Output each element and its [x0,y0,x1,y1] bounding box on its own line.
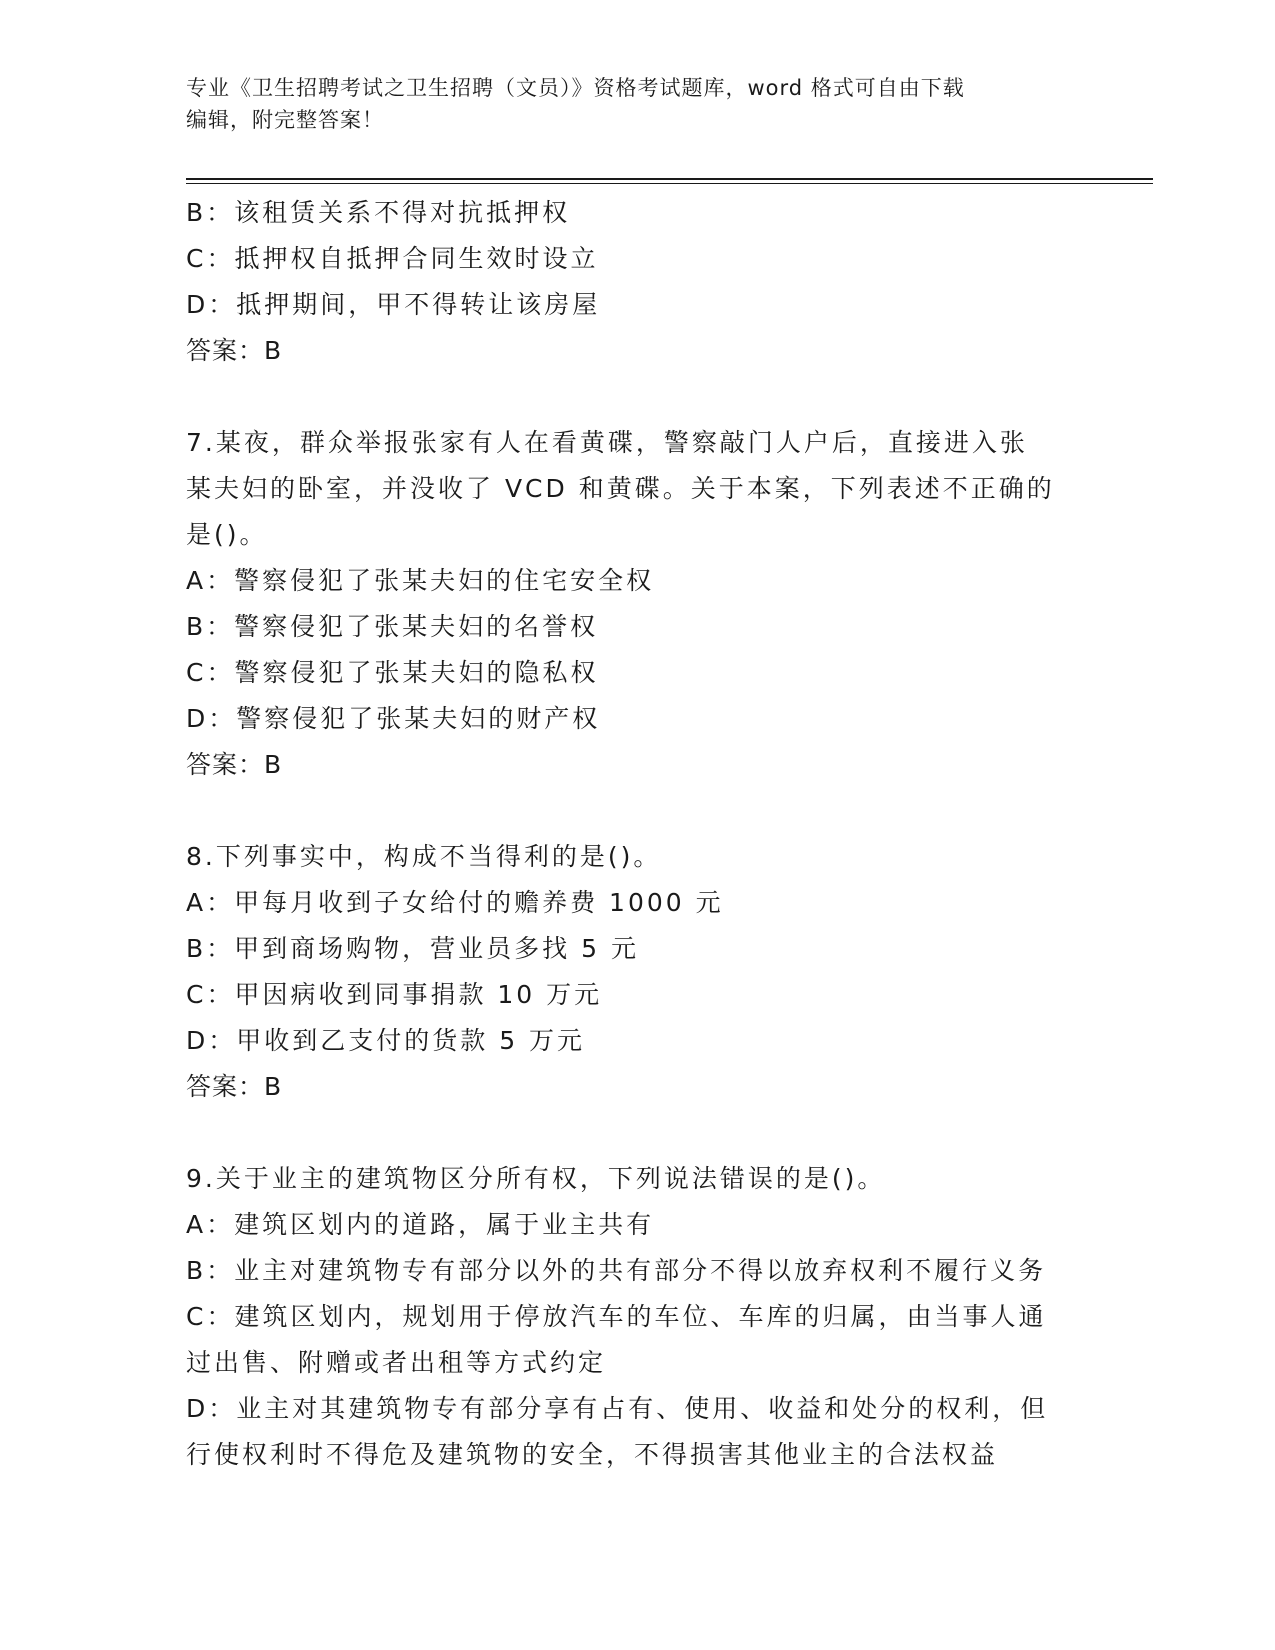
q7-option-a: A：警察侵犯了张某夫妇的住宅安全权 [186,566,655,595]
header-line-1: 专业《卫生招聘考试之卫生招聘（文员）》资格考试题库，word 格式可自由下载 [186,76,965,100]
q9-stem-line-1: 9.关于业主的建筑物区分所有权，下列说法错误的是()。 [186,1164,886,1193]
header-line-2: 编辑，附完整答案！ [186,108,384,132]
q8-option-d: D：甲收到乙支付的货款 5 万元 [186,1026,586,1055]
q7-option-d: D：警察侵犯了张某夫妇的财产权 [186,704,601,733]
q9-option-d-line-2: 行使权利时不得危及建筑物的安全，不得损害其他业主的合法权益 [186,1440,999,1469]
q8-option-a: A：甲每月收到子女给付的赡养费 1000 元 [186,888,724,917]
q7-stem-line-2: 某夫妇的卧室，并没收了 VCD 和黄碟。关于本案，下列表述不正确的 [186,474,1055,503]
q9-option-a: A：建筑区划内的道路，属于业主共有 [186,1210,655,1239]
q8-answer: 答案：B [186,1072,283,1101]
q6-answer: 答案：B [186,336,283,365]
header-rule-thick [186,178,1153,180]
q9-option-b: B：业主对建筑物专有部分以外的共有部分不得以放弃权利不履行义务 [186,1256,1047,1285]
q8-option-b: B：甲到商场购物，营业员多找 5 元 [186,934,639,963]
spacer [186,1110,1076,1156]
q7-stem-line-1: 7.某夜，群众举报张家有人在看黄碟，警察敲门人户后，直接进入张 [186,428,1028,457]
q8-option-c: C：甲因病收到同事捐款 10 万元 [186,980,603,1009]
q9-option-c-line-2: 过出售、附赠或者出租等方式约定 [186,1348,607,1377]
q7-answer: 答案：B [186,750,283,779]
q6-option-d: D：抵押期间，甲不得转让该房屋 [186,290,601,319]
q7-option-c: C：警察侵犯了张某夫妇的隐私权 [186,658,599,687]
spacer [186,788,1076,834]
q6-option-c: C：抵押权自抵押合同生效时设立 [186,244,599,273]
spacer [186,374,1076,420]
header-rule-thin [186,183,1153,184]
question-content [186,190,1076,1478]
q7-option-b: B：警察侵犯了张某夫妇的名誉权 [186,612,599,641]
q6-option-b: B：该租赁关系不得对抗抵押权 [186,198,571,227]
q8-stem-line-1: 8.下列事实中，构成不当得利的是()。 [186,842,662,871]
q9-option-d-line-1: D：业主对其建筑物专有部分享有占有、使用、收益和处分的权利，但 [186,1394,1049,1423]
q7-stem-line-3: 是()。 [186,520,268,549]
q9-option-c-line-1: C：建筑区划内，规划用于停放汽车的车位、车库的归属，由当事人通 [186,1302,1047,1331]
document-header [186,72,1066,136]
